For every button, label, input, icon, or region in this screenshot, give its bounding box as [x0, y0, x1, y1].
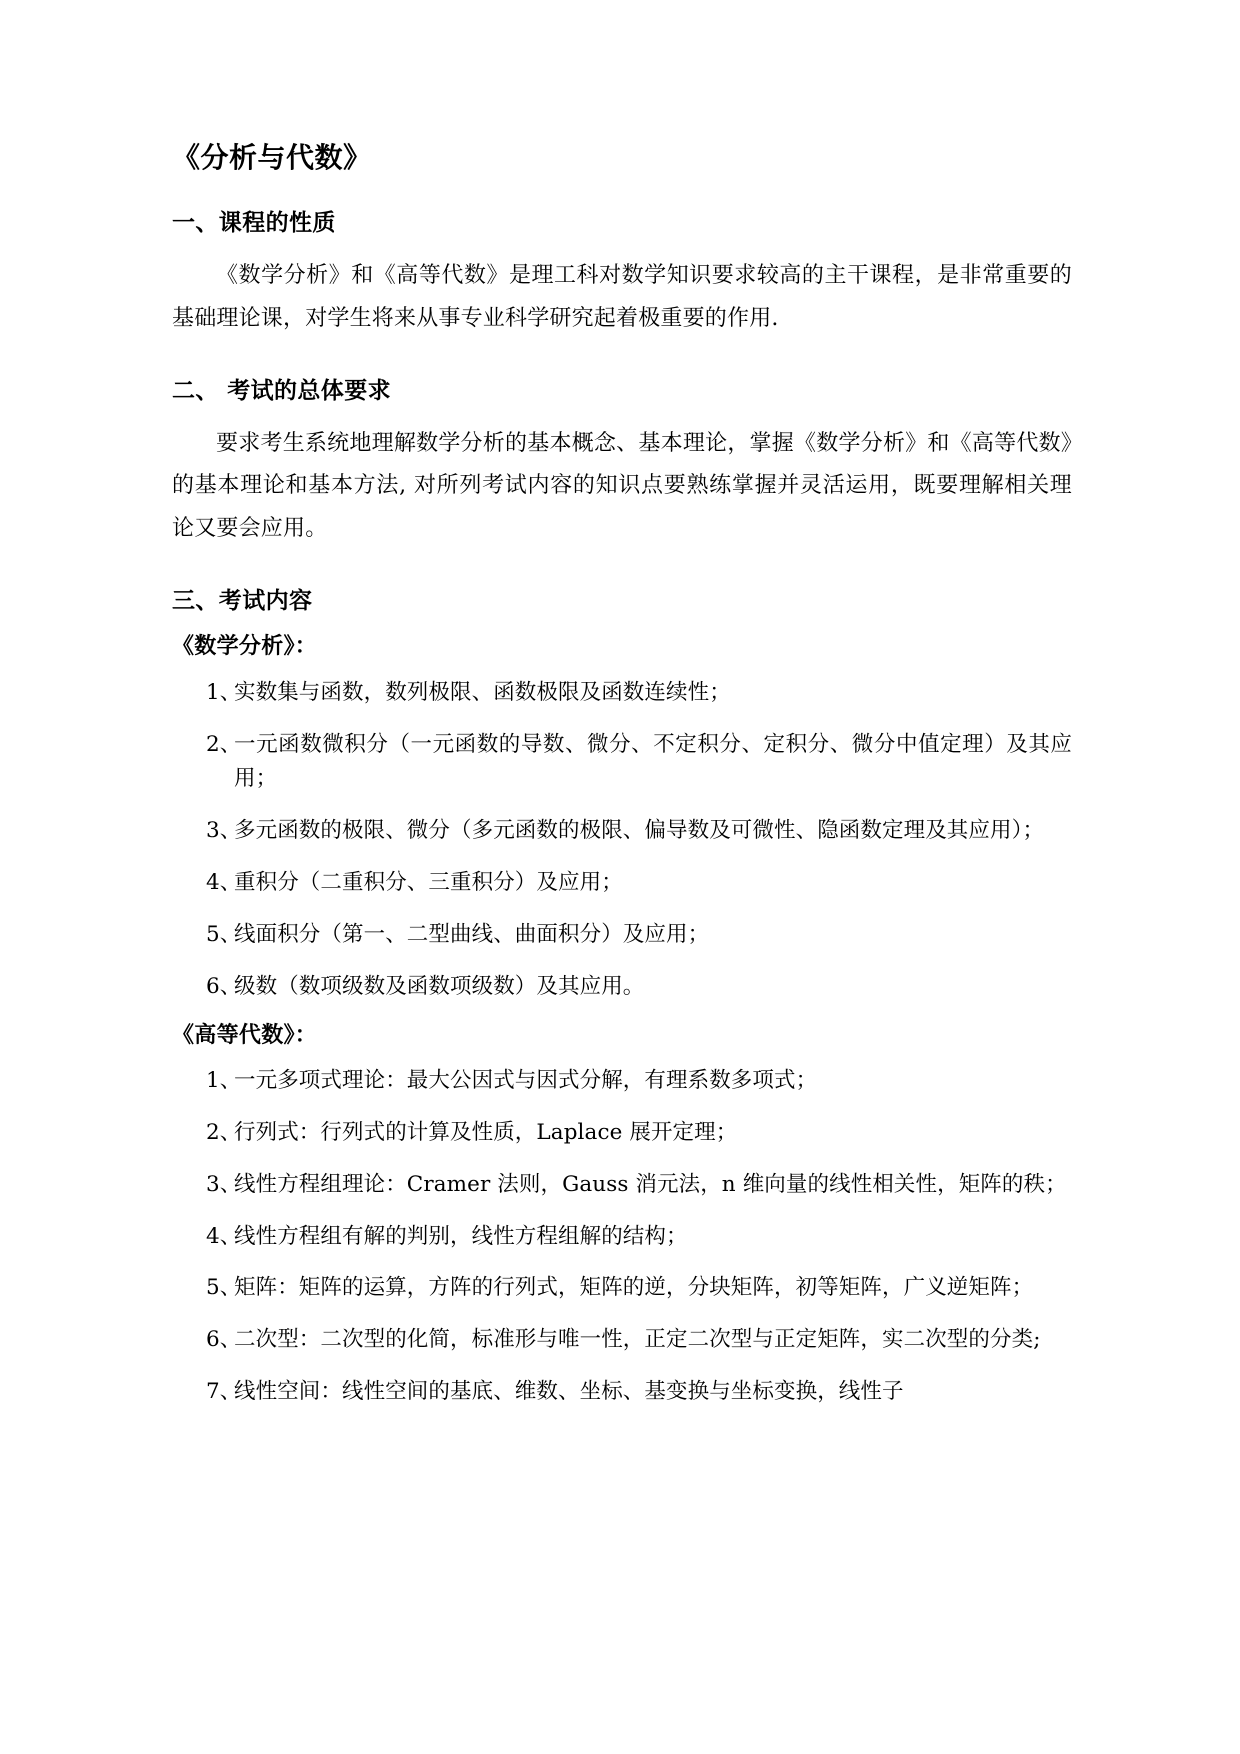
section-heading-2: 二、 考试的总体要求 [172, 377, 392, 404]
list-item-marker: 5、 [206, 921, 242, 947]
list-item [172, 866, 1072, 901]
list-item-marker: 1、 [206, 679, 242, 705]
list-item-marker: 1、 [206, 1068, 242, 1094]
subsection-heading-mathematical-analysis: 《数学分析》： [172, 634, 318, 660]
list-item-marker: 3、 [206, 1171, 242, 1197]
list-item [172, 1375, 1072, 1410]
list-item-text: 实数集与函数，数列极限、函数极限及函数连续性； [234, 679, 731, 705]
list-item-marker: 7、 [206, 1379, 242, 1405]
list-item [172, 1064, 1072, 1099]
spacer [172, 359, 1072, 377]
list-item-text: 重积分（二重积分、三重积分）及应用； [234, 870, 623, 896]
list-item [172, 1271, 1072, 1306]
list-item-text: 线性方程组有解的判别，线性方程组解的结构； [234, 1223, 688, 1249]
list-item [172, 1116, 1072, 1151]
list-item [172, 970, 1072, 1005]
list-item-marker: 5、 [206, 1275, 242, 1301]
subsection-heading-advanced-algebra: 《高等代数》： [172, 1022, 318, 1048]
list-mathematical-analysis [172, 676, 1072, 1005]
list-item-text: 线面积分（第一、二型曲线、曲面积分）及应用； [234, 921, 710, 947]
list-item [172, 814, 1072, 849]
list-item-marker: 6、 [206, 1327, 242, 1353]
list-item-text: 级数（数项级数及函数项级数）及其应用。 [234, 973, 645, 999]
list-item [172, 728, 1072, 798]
list-item-text: 线性空间：线性空间的基底、维数、坐标、基变换与坐标变换，线性子 [234, 1379, 904, 1405]
list-item [172, 676, 1072, 711]
section-heading-3: 三、考试内容 [172, 588, 313, 615]
list-item [172, 1220, 1072, 1255]
list-item [172, 1323, 1072, 1358]
list-advanced-algebra [172, 1064, 1072, 1410]
section-heading-1: 一、课程的性质 [172, 210, 336, 236]
list-item-text: 矩阵：矩阵的运算，方阵的行列式，矩阵的逆，分块矩阵，初等矩阵，广义逆矩阵； [234, 1275, 1034, 1301]
list-item-marker: 4、 [206, 870, 242, 896]
section-2-paragraph: 要求考生系统地理解数学分析的基本概念、基本理论，掌握《数学分析》和《高等代数》的基本理论和基本方法, 对所列考试内容的知识点要熟练掌握并灵活运用，既要理解相关理论又要会应用。 [172, 430, 1072, 542]
list-item [172, 1168, 1072, 1203]
page-title: 《分析与代数》 [172, 141, 372, 174]
list-item-text: 一元函数微积分（一元函数的导数、微分、不定积分、定积分、微分中值定理）及其应用； [234, 731, 1072, 792]
list-item-text: 二次型：二次型的化简，标准形与唯一性，正定二次型与正定矩阵，实二次型的分类; [234, 1327, 1041, 1353]
section-1-paragraph: 《数学分析》和《高等代数》是理工科对数学知识要求较高的主干课程，是非常重要的基础理论课，对学生将来从事专业科学研究起着极重要的作用. [172, 262, 1072, 331]
list-item-text: 多元函数的极限、微分（多元函数的极限、偏导数及可微性、隐函数定理及其应用）； [234, 818, 1045, 844]
list-item-text: 一元多项式理论：最大公因式与因式分解，有理系数多项式； [234, 1068, 818, 1094]
document-content [172, 140, 1072, 1427]
list-item-text: 线性方程组理论：Cramer 法则，Gauss 消元法，n 维向量的线性相关性，矩阵的秩； [234, 1171, 1067, 1197]
list-item-marker: 4、 [206, 1223, 242, 1249]
list-item [172, 918, 1072, 953]
spacer [172, 569, 1072, 587]
list-item-marker: 2、 [206, 1119, 242, 1145]
list-item-text: 行列式：行列式的计算及性质，Laplace 展开定理； [234, 1119, 738, 1145]
list-item-marker: 6、 [206, 973, 242, 999]
list-item-marker: 2、 [206, 731, 242, 757]
list-item-marker: 3、 [206, 818, 242, 844]
